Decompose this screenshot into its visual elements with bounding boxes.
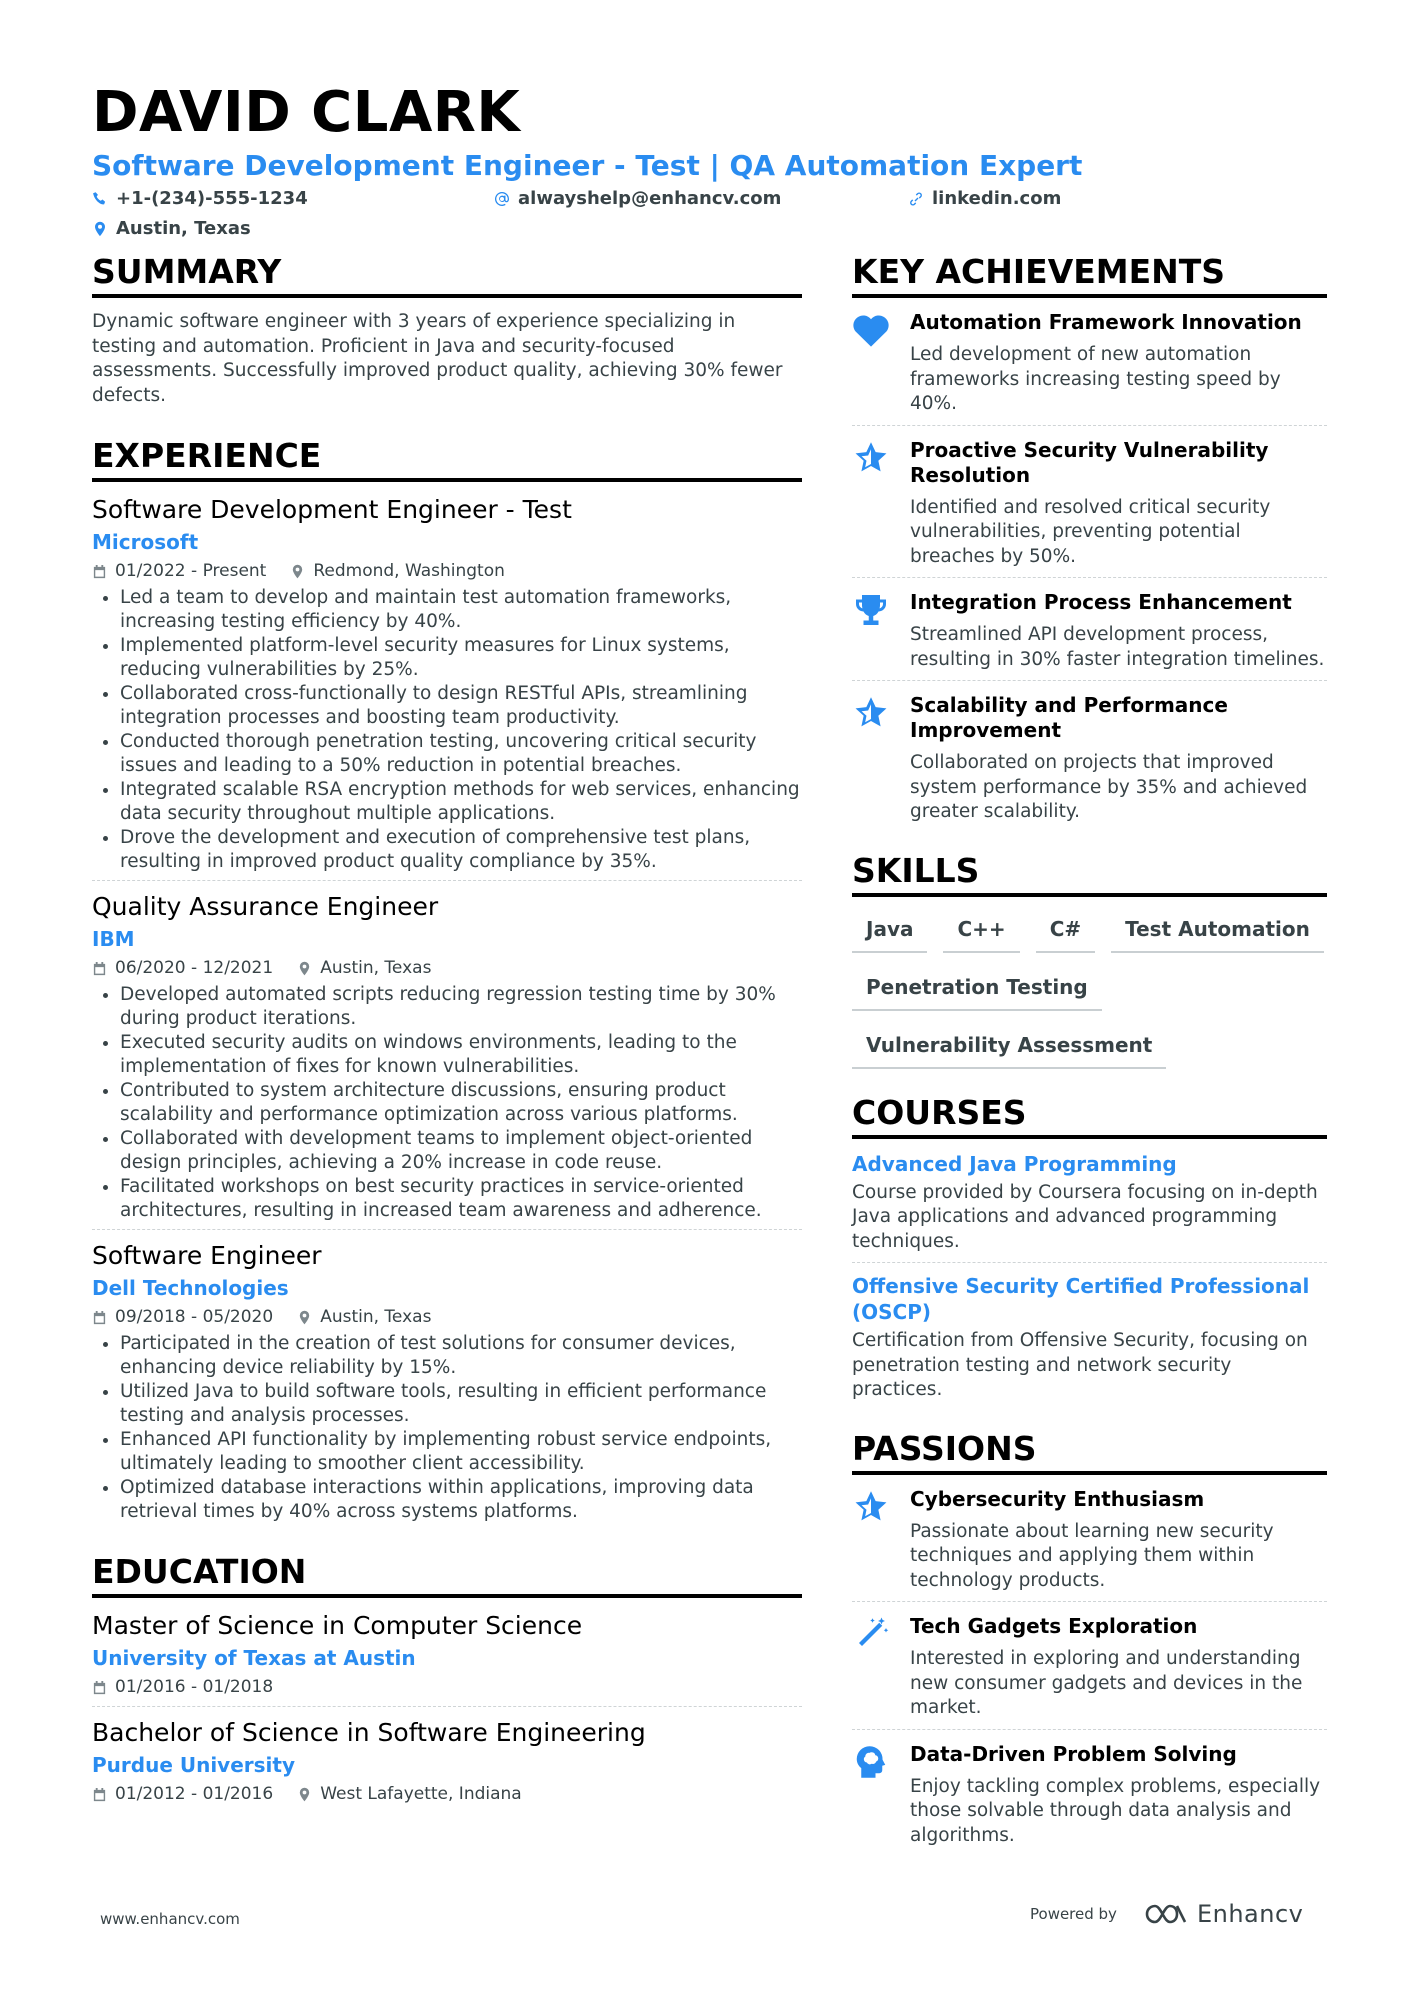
map-pin-icon (297, 961, 312, 976)
course-item (852, 1151, 1327, 1264)
courses-section (852, 1093, 1327, 1411)
passion-desc: Enjoy tackling complex problems, especially those solvable through data analysis and algorithms. (910, 1775, 1321, 1846)
at-icon (494, 191, 510, 207)
achievement-desc: Led development of new automation frameworks increasing testing speed by 40%. (910, 344, 1281, 414)
job-meta (92, 558, 802, 584)
achievement-title: Proactive Security Vulnerability Resolution (910, 437, 1269, 487)
map-pin-icon (297, 1787, 312, 1802)
school-name: Purdue University (92, 1753, 295, 1777)
company-name: IBM (92, 927, 135, 951)
summary-heading: SUMMARY (92, 252, 802, 298)
achievement-item (852, 438, 1327, 579)
passion-title: Cybersecurity Enthusiasm (910, 1486, 1205, 1511)
passion-title: Tech Gadgets Exploration (910, 1614, 1198, 1638)
passion-item (852, 1742, 1327, 1857)
job-bullet: • Optimized database interactions within applications, improving data retrieval times by 40% across systems platforms. (120, 1476, 802, 1524)
calendar-icon (92, 961, 107, 976)
footer-website[interactable]: www.enhancv.com (100, 1910, 240, 1928)
skill-tag: Test Automation (1111, 909, 1324, 953)
course-desc: Course provided by Coursera focusing on in-depth Java applications and advanced programming techniques. (852, 1181, 1318, 1252)
education-section (92, 1552, 802, 1813)
achievement-item (852, 590, 1327, 681)
passion-desc: Interested in exploring and understanding new consumer gadgets and devices in the market. (910, 1648, 1303, 1718)
skills-list (852, 909, 1327, 1083)
linkedin-text: linkedin.com (932, 188, 1062, 209)
right-column (852, 252, 1327, 1868)
calendar-icon (92, 1787, 107, 1802)
course-item (852, 1273, 1327, 1411)
job-title: Quality Assurance Engineer (92, 892, 439, 921)
courses-heading: COURSES (852, 1093, 1327, 1139)
skills-heading: SKILLS (852, 851, 1327, 897)
footer-branding (1030, 1900, 1303, 1928)
achievement-title: Automation Framework Innovation (910, 310, 1302, 334)
job-location: Austin, Texas (320, 1307, 432, 1327)
job-dates: 09/2018 - 05/2020 (115, 1307, 274, 1327)
location-contact (92, 218, 251, 239)
star-icon (852, 695, 890, 731)
course-title: Advanced Java Programming (852, 1151, 1177, 1176)
magic-wand-icon (852, 1616, 890, 1652)
achievement-item (852, 310, 1327, 426)
passion-item (852, 1614, 1327, 1730)
job-bullets (92, 586, 802, 874)
education-meta (92, 1674, 802, 1700)
star-icon (852, 1489, 890, 1525)
company-name: Microsoft (92, 530, 199, 554)
job-bullet: • Implemented platform-level security measures for Linux systems, reducing vulnerabilities by 25%. (120, 634, 802, 682)
job-dates: 01/2022 - Present (115, 561, 267, 581)
job-title: Software Development Engineer - Test (92, 495, 572, 524)
calendar-icon (92, 564, 107, 579)
map-pin-icon (92, 221, 108, 237)
skills-section (852, 851, 1327, 1083)
education-dates: 01/2012 - 01/2016 (115, 1784, 274, 1804)
skill-tag: Java (852, 909, 927, 953)
course-title: Offensive Security Certified Professional (OSCP) (852, 1274, 1310, 1324)
education-meta (92, 1781, 802, 1807)
achievement-desc: Collaborated on projects that improved system performance by 35% and achieved greater scalability. (910, 752, 1308, 822)
enhancv-logo[interactable] (1143, 1900, 1303, 1928)
powered-by-text: Powered by (1030, 1905, 1117, 1923)
job-bullet: • Drove the development and execution of comprehensive test plans, resulting in improved product quality compliance by 35%. (120, 826, 802, 874)
phone-text: +1-(234)-555-1234 (116, 188, 308, 209)
job-location: Austin, Texas (320, 958, 432, 978)
passion-item (852, 1487, 1327, 1603)
resume-header (92, 80, 1332, 244)
phone-contact[interactable] (92, 188, 308, 209)
candidate-title: Software Development Engineer - Test | QA Automation Expert (92, 149, 1083, 182)
passion-desc: Passionate about learning new security techniques and applying them within technology products. (910, 1520, 1274, 1591)
brand-name: Enhancv (1196, 1900, 1304, 1928)
education-dates: 01/2016 - 01/2018 (115, 1677, 274, 1697)
star-icon (852, 440, 890, 476)
map-pin-icon (290, 564, 305, 579)
achievement-desc: Streamlined API development process, resulting in 30% faster integration timelines. (910, 624, 1325, 670)
job-bullets (92, 983, 802, 1223)
achievements-section (852, 252, 1327, 833)
job-entry (92, 1240, 802, 1530)
location-text: Austin, Texas (116, 218, 251, 239)
job-bullet: • Collaborated cross-functionally to design RESTful APIs, streamlining integration processes and boosting team productivity. (120, 682, 802, 730)
enhancv-logo-icon (1143, 1901, 1189, 1927)
left-column (92, 252, 802, 1823)
location-row (92, 218, 1332, 244)
job-bullet: • Developed automated scripts reducing regression testing time by 30% during product iterations. (120, 983, 802, 1031)
achievement-title: Integration Process Enhancement (910, 590, 1292, 614)
job-title: Software Engineer (92, 1241, 322, 1270)
job-meta (92, 955, 802, 981)
contact-row (92, 188, 1332, 214)
link-icon (908, 191, 924, 207)
course-desc: Certification from Offensive Security, focusing on penetration testing and network security practices. (852, 1330, 1308, 1400)
education-location: West Lafayette, Indiana (320, 1784, 522, 1804)
job-bullet: • Facilitated workshops on best security practices in service-oriented architectures, resulting in increased team awareness and adherence. (120, 1175, 802, 1223)
job-bullet: • Led a team to develop and maintain test automation frameworks, increasing testing efficiency by 40%. (120, 586, 802, 634)
experience-heading: EXPERIENCE (92, 436, 802, 482)
heart-icon (852, 312, 890, 348)
job-bullet: • Executed security audits on windows environments, leading to the implementation of fixes for known vulnerabilities. (120, 1031, 802, 1079)
experience-section (92, 436, 802, 1530)
job-bullet: • Utilized Java to build software tools, resulting in efficient performance testing and analysis processes. (120, 1380, 802, 1428)
job-bullet: • Participated in the creation of test solutions for consumer devices, enhancing device reliability by 15%. (120, 1332, 802, 1380)
education-heading: EDUCATION (92, 1552, 802, 1598)
school-name: University of Texas at Austin (92, 1646, 416, 1670)
job-entry (92, 891, 802, 1230)
job-bullets (92, 1332, 802, 1524)
job-bullet: • Contributed to system architecture discussions, ensuring product scalability and performance optimization across various platforms. (120, 1079, 802, 1127)
calendar-icon (92, 1310, 107, 1325)
map-pin-icon (297, 1310, 312, 1325)
job-entry (92, 494, 802, 881)
job-bullet: • Integrated scalable RSA encryption methods for web services, enhancing data security throughout multiple applications. (120, 778, 802, 826)
achievement-item (852, 693, 1327, 833)
job-bullet: • Collaborated with development teams to implement object-oriented design principles, achieving a 20% increase in code reuse. (120, 1127, 802, 1175)
degree-title: Master of Science in Computer Science (92, 1611, 583, 1640)
job-dates: 06/2020 - 12/2021 (115, 958, 274, 978)
email-contact[interactable] (494, 188, 781, 209)
job-meta (92, 1304, 802, 1330)
passions-section (852, 1429, 1327, 1857)
trophy-icon (852, 592, 890, 628)
passions-heading: PASSIONS (852, 1429, 1327, 1475)
skill-tag: Vulnerability Assessment (852, 1025, 1166, 1069)
candidate-name: DAVID CLARK (92, 80, 521, 145)
skill-tag: C++ (943, 909, 1019, 953)
job-location: Redmond, Washington (313, 561, 505, 581)
company-name: Dell Technologies (92, 1276, 289, 1300)
skill-tag: C# (1036, 909, 1095, 953)
achievement-desc: Identified and resolved critical security vulnerabilities, preventing potential breaches by 50%. (910, 496, 1271, 567)
calendar-icon (92, 1680, 107, 1695)
achievement-title: Scalability and Performance Improvement (910, 693, 1228, 742)
linkedin-contact[interactable] (908, 188, 1061, 209)
skill-tag: Penetration Testing (852, 967, 1102, 1011)
phone-icon (92, 191, 108, 207)
degree-title: Bachelor of Science in Software Engineering (92, 1718, 646, 1747)
passion-title: Data-Driven Problem Solving (910, 1741, 1237, 1766)
summary-section (92, 252, 802, 408)
summary-text: Dynamic software engineer with 3 years of experience specializing in testing and automation. Proficient in Java and security-focused assessments. Successfully improved product quality, achieving 30% fewer defects. (92, 311, 783, 406)
email-text: alwayshelp@enhancv.com (518, 188, 782, 209)
education-entry (92, 1610, 802, 1707)
job-bullet: • Conducted thorough penetration testing, uncovering critical security issues and leading to a 50% reduction in potential breaches. (120, 730, 802, 778)
job-bullet: • Enhanced API functionality by implementing robust service endpoints, ultimately leading to smoother client accessibility. (120, 1428, 802, 1476)
education-entry (92, 1717, 802, 1813)
brain-head-icon (852, 1744, 890, 1780)
achievements-heading: KEY ACHIEVEMENTS (852, 252, 1327, 298)
